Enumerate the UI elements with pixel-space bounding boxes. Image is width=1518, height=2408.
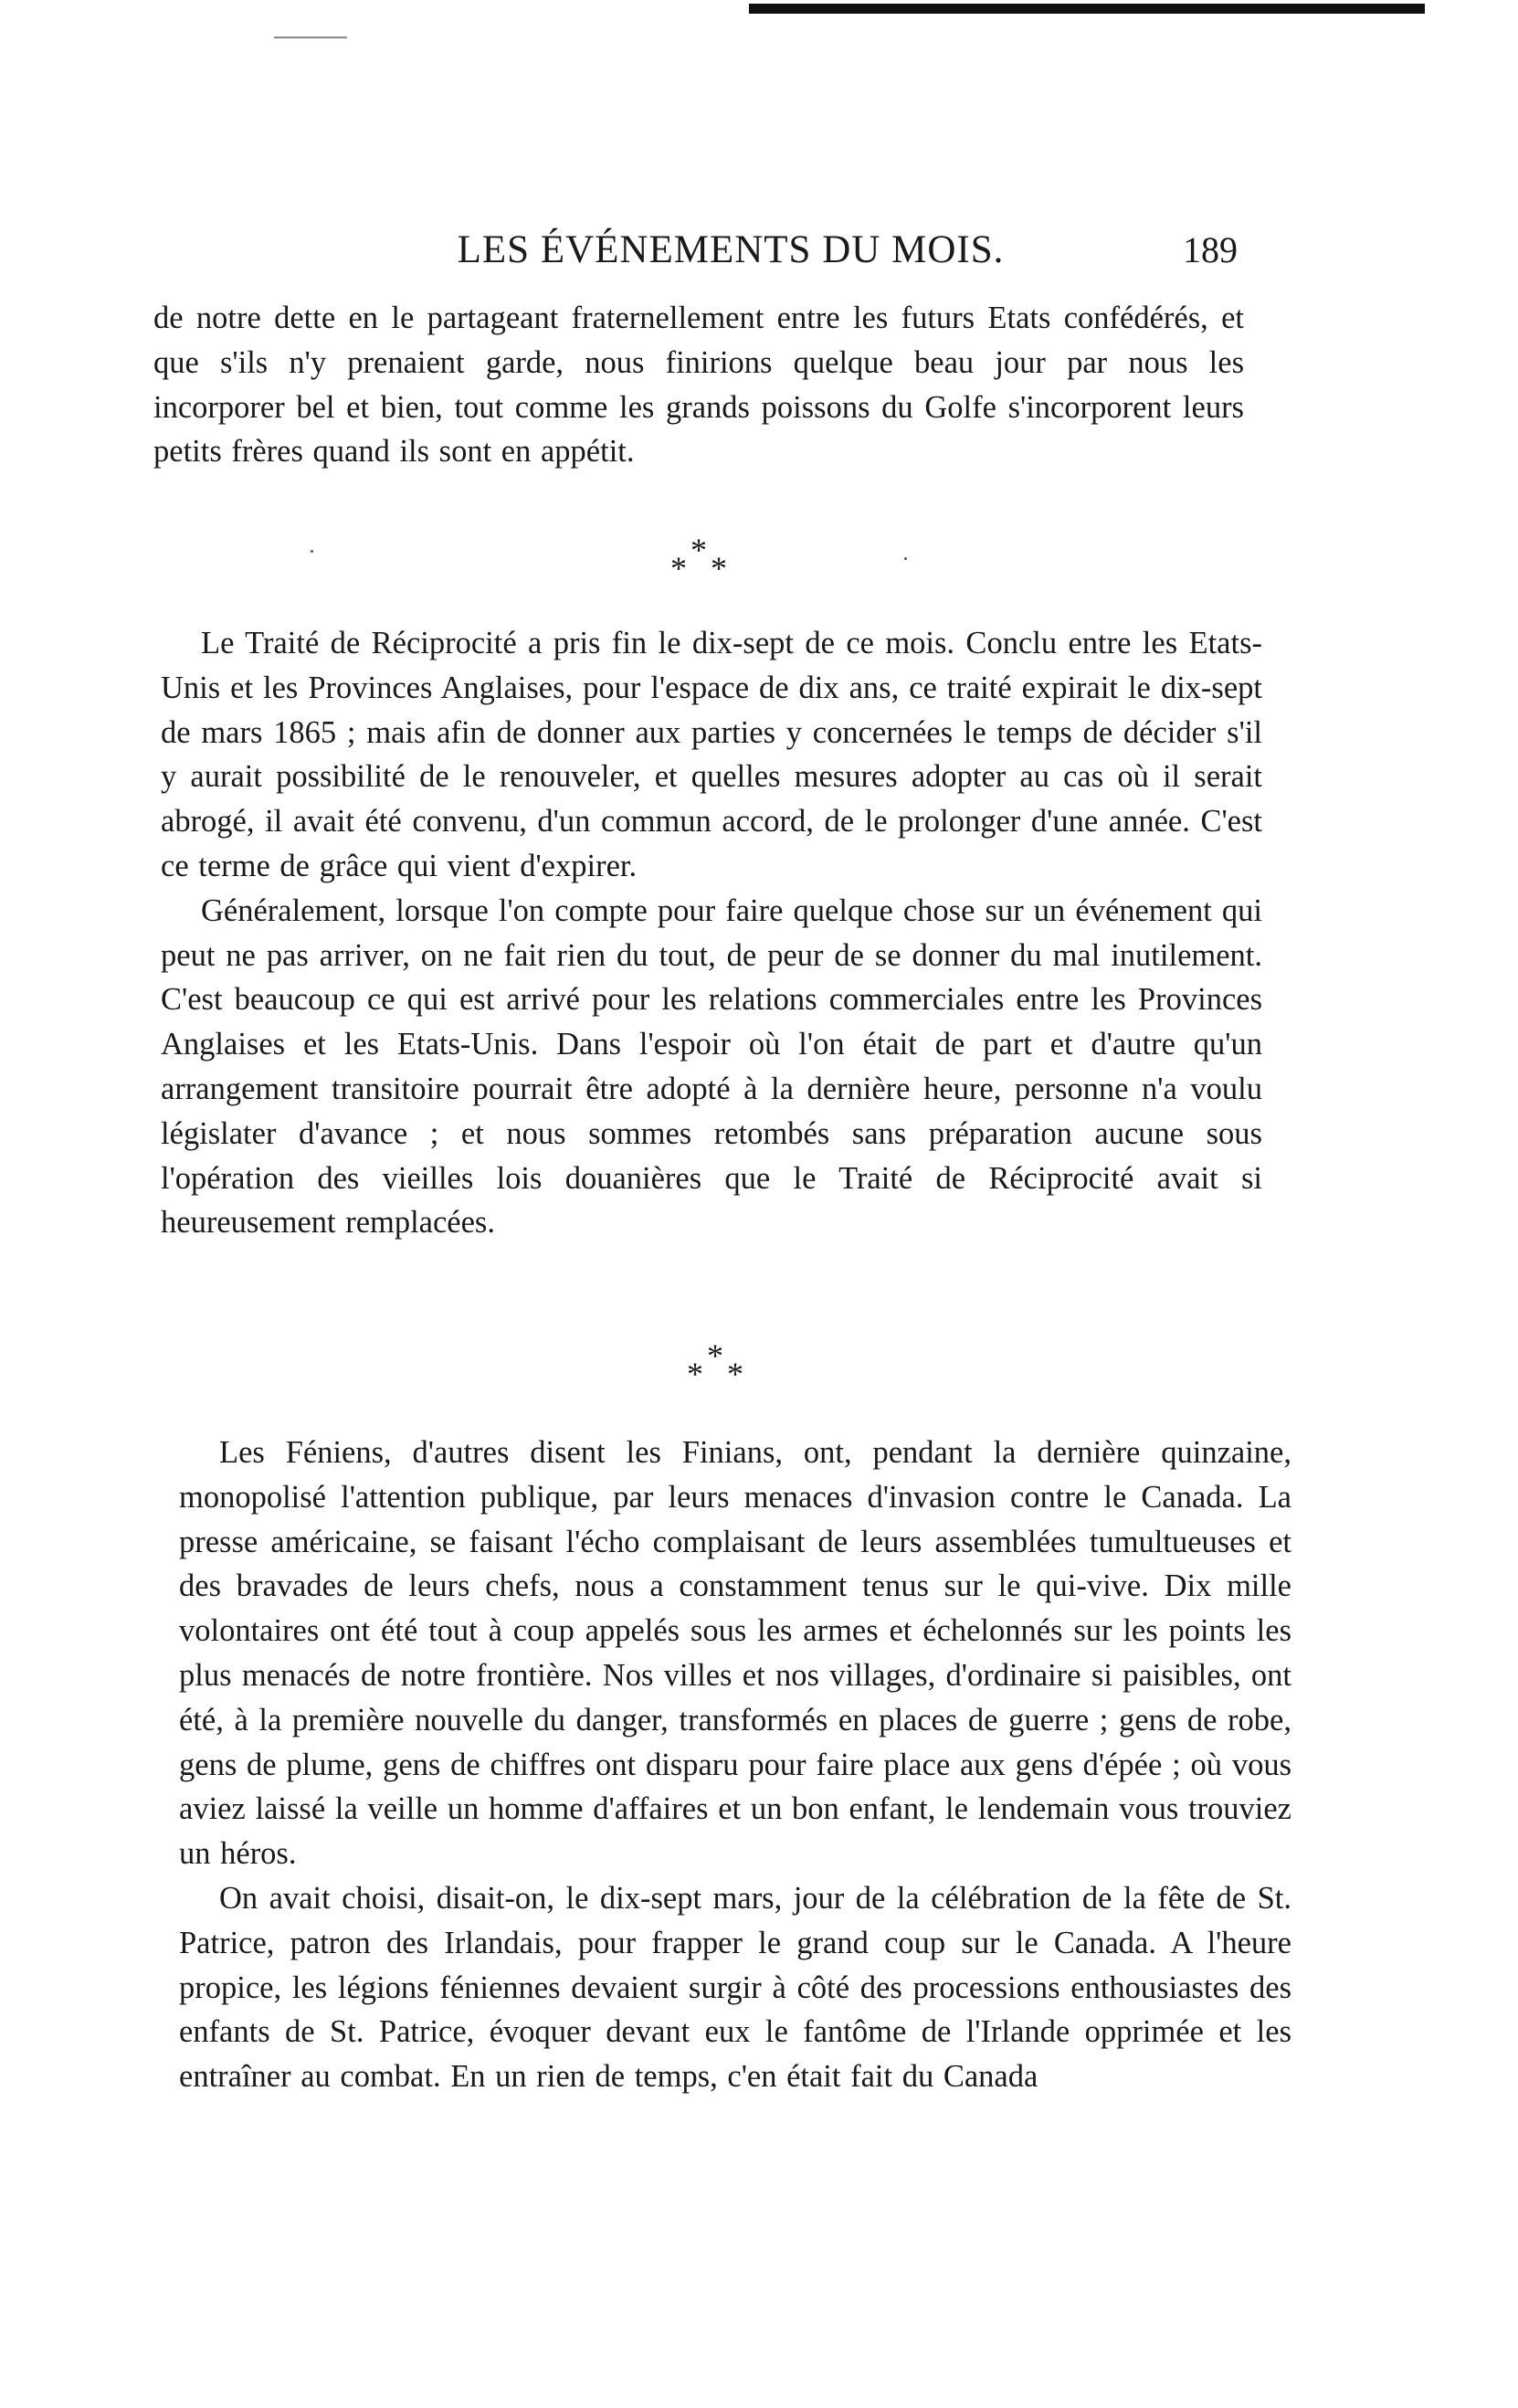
asterisk: * [711,550,727,586]
asterism-separator [670,528,780,592]
section-1-text [153,296,1244,474]
print-speck [311,550,313,553]
paragraph: Les Féniens, d'autres disent les Finians, ont, pendant la dernière quinzaine, monopolisé l'attention publique, par leurs menaces d'invasion contre le Canada. La presse américaine, se faisant l'écho complaisant de leurs assemblées tumultueuses et des bravades de leurs chefs, nous a constamment tenus sur le qui-vive. Dix mille volontaires ont été tout à coup appelés sous les armes et échelonnés sur les points les plus menacés de notre frontière. Nos villes et nos villages, d'ordinaire si paisibles, ont été, à la première nouvelle du danger, transformés en places de guerre ; gens de robe, gens de plume, gens de chiffres ont disparu pour faire place aux gens d'épée ; où vous aviez laissé la veille un homme d'affaires et un bon enfant, le lendemain vous trouviez un héros. [179,1435,1291,1872]
section-2-text [161,621,1262,1245]
print-speck [904,557,907,560]
asterisk: * [727,1356,743,1392]
asterism-separator [687,1334,796,1398]
paragraph: Généralement, lorsque l'on compte pour faire quelque chose sur un événement qui peut ne pas arriver, on ne fait rien du tout, de peur de se donner du mal inutilement. C'est beaucoup ce qui est arrivé pour les relations commerciales entre les Provinces Anglaises et les Etats-Unis. Dans l'espoir où l'on était de part et d'autre qu'un arrangement transitoire pourrait être adopté à la dernière heure, personne n'a voulu législater d'avance ; et nous sommes retombés sans préparation aucune sous l'opération des vieilles lois douanières que le Traité de Réciprocité avait si heureusement remplacées. [161,892,1262,1241]
page-number: 189 [1183,229,1238,270]
asterisk: * [707,1337,723,1374]
asterisk: * [690,532,707,568]
section-3-text [179,1431,1291,2099]
running-header [0,223,1518,278]
asterisk: * [687,1356,703,1392]
top-left-rule [274,37,347,38]
paragraph: Le Traité de Réciprocité a pris fin le dix-sept de ce mois. Conclu entre les Etats-Unis et les Provinces Anglaises, pour l'espace de dix ans, ce traité expirait le dix-sept de mars 1865 ; mais afin de donner aux parties y concernées le temps de décider s'il y aurait possibilité de le renouveler, et quelles mesures adopter au cas où il serait abrogé, il avait été convenu, d'un commun accord, de le prolonger d'une année. C'est ce terme de grâce qui vient d'expirer. [161,626,1262,883]
paragraph: de notre dette en le partageant fraternellement entre les futurs Etats confédérés, et que s'ils n'y prenaient garde, nous finirions quelque beau jour par nous les incorporer bel et bien, tout comme les grands poissons du Golfe s'incorporent leurs petits frères quand ils sont en appétit. [153,301,1244,470]
top-edge-rule [749,4,1425,14]
paragraph: On avait choisi, disait-on, le dix-sept mars, jour de la célébration de la fête de St. Patrice, patron des Irlandais, pour frapper le grand coup sur le Canada. A l'heure propice, les légions féniennes devaient surgir à côté des processions enthousiastes des enfants de St. Patrice, évoquer devant eux le fantôme de l'Irlande opprimée et les entraîner au combat. En un rien de temps, c'en était fait du Canada [179,1880,1291,2095]
running-title: LES ÉVÉNEMENTS DU MOIS. [457,228,1005,271]
asterisk: * [670,550,687,586]
